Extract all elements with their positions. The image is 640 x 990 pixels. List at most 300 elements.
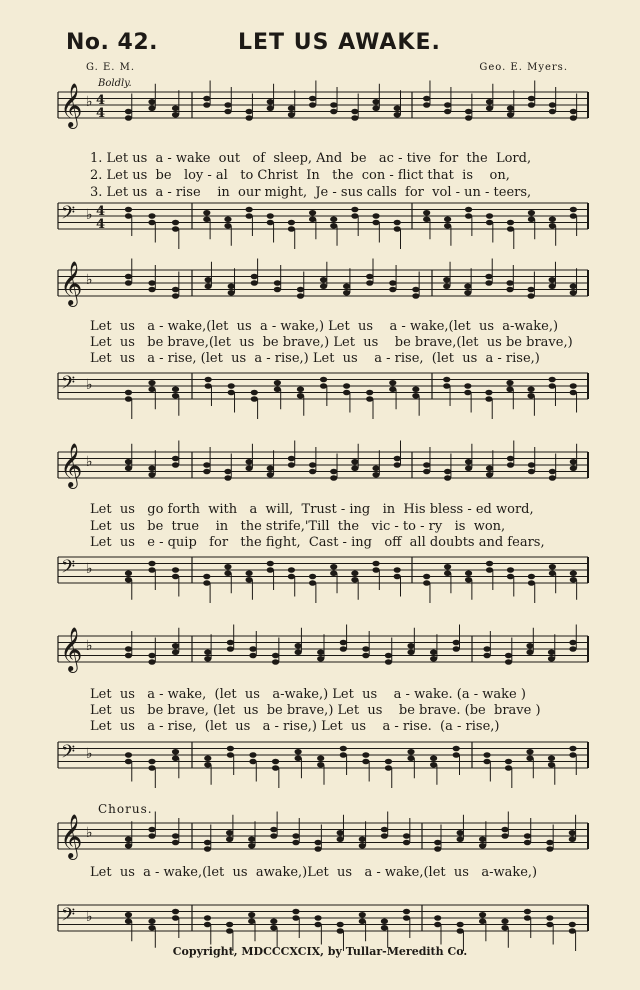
key-flat-icon: ♭ (86, 825, 93, 841)
bass-clef-icon: 𝄢 (61, 905, 76, 930)
note-head (330, 564, 337, 570)
note-head (570, 390, 577, 396)
note-head (246, 109, 253, 115)
note-head (343, 290, 350, 296)
note-head (288, 567, 295, 573)
note-head (292, 840, 299, 846)
note-head (407, 643, 414, 649)
note-head (203, 462, 210, 468)
note-head (249, 646, 256, 652)
note-head (549, 102, 556, 108)
note-head (148, 653, 155, 659)
note-head (506, 386, 513, 392)
note-head (172, 915, 179, 921)
note-head (172, 574, 179, 580)
note-head (549, 283, 556, 289)
note-head (288, 574, 295, 580)
note-head (548, 649, 555, 655)
note-head (548, 755, 555, 761)
note-head (444, 475, 451, 481)
note-head (381, 833, 388, 839)
note-head (248, 836, 255, 842)
note-head (549, 277, 556, 283)
note-head (528, 462, 535, 468)
note-head (505, 765, 512, 771)
note-head (224, 102, 231, 108)
note-head (403, 909, 410, 915)
note-head (205, 377, 212, 383)
note-head (297, 287, 304, 293)
note-head (246, 207, 253, 213)
note-head (483, 646, 490, 652)
note-head (403, 833, 410, 839)
note-head (330, 216, 337, 222)
note-head (385, 765, 392, 771)
note-head (226, 922, 233, 928)
note-head (288, 220, 295, 226)
note-head (507, 574, 514, 580)
note-head (507, 462, 514, 468)
note-head (172, 393, 179, 399)
note-head (340, 752, 347, 758)
note-head (351, 577, 358, 583)
note-head (309, 216, 316, 222)
note-head (288, 112, 295, 118)
note-head (528, 216, 535, 222)
note-head (274, 280, 281, 286)
note-head (125, 843, 132, 849)
hymn-title: LET US AWAKE. (238, 30, 441, 55)
note-head (479, 836, 486, 842)
note-head (570, 207, 577, 213)
note-head (248, 912, 255, 918)
note-head (204, 915, 211, 921)
note-head (546, 922, 553, 928)
note-head (524, 833, 531, 839)
note-head (224, 469, 231, 475)
note-head (330, 102, 337, 108)
note-head (549, 223, 556, 229)
note-head (251, 280, 258, 286)
note-head (569, 922, 576, 928)
note-head (172, 649, 179, 655)
note-head (385, 653, 392, 659)
composer-credit: Geo. E. Myers. (479, 62, 568, 73)
note-head (203, 210, 210, 216)
note-head (292, 909, 299, 915)
note-head (505, 653, 512, 659)
note-head (249, 653, 256, 659)
note-head (251, 274, 258, 280)
note-head (570, 383, 577, 389)
note-head (381, 925, 388, 931)
note-head (464, 383, 471, 389)
note-head (528, 469, 535, 475)
note-head (366, 390, 373, 396)
note-head (309, 96, 316, 102)
note-head (148, 759, 155, 765)
note-head (172, 293, 179, 299)
note-head (505, 759, 512, 765)
note-head (486, 567, 493, 573)
note-head (549, 469, 556, 475)
key-flat-icon: ♭ (86, 909, 93, 925)
note-head (248, 918, 255, 924)
note-head (288, 105, 295, 111)
note-head (569, 752, 576, 758)
note-head (434, 846, 441, 852)
note-head (125, 570, 132, 576)
chorus-lyric-line: Let us a - wake,(let us awake,)Let us a - wake,(let us a-wake,) (90, 865, 538, 880)
note-head (204, 656, 211, 662)
note-head (501, 833, 508, 839)
key-flat-icon: ♭ (86, 746, 93, 762)
hymn-number: No. 42. (66, 30, 159, 55)
note-head (570, 465, 577, 471)
verse-lyric-line-3: Let us a - rise, (let us a - rise,) Let us a - rise, (let us a - rise,) (90, 351, 540, 366)
note-head (464, 283, 471, 289)
note-head (549, 570, 556, 576)
note-head (434, 922, 441, 928)
note-head (125, 207, 132, 213)
note-head (464, 390, 471, 396)
note-head (320, 377, 327, 383)
note-head (485, 396, 492, 402)
note-head (407, 649, 414, 655)
note-head (125, 459, 132, 465)
note-head (224, 223, 231, 229)
note-head (372, 561, 379, 567)
note-head (570, 213, 577, 219)
note-head (227, 640, 234, 646)
note-head (362, 759, 369, 765)
note-head (444, 109, 451, 115)
note-head (125, 759, 132, 765)
note-head (204, 840, 211, 846)
verse-lyric-line-3: Let us a - rise, (let us a - rise,) Let us a - rise. (a - rise,) (90, 719, 500, 734)
tempo-marking: Boldly. (98, 78, 132, 89)
note-head (267, 99, 274, 105)
note-head (148, 465, 155, 471)
note-head (309, 102, 316, 108)
note-head (526, 643, 533, 649)
verse-lyric-line-3: Let us e - quip for the fight, Cast - ing off all doubts and fears, (90, 535, 545, 550)
bass-clef-icon: 𝄢 (61, 742, 76, 767)
note-head (423, 580, 430, 586)
note-head (267, 472, 274, 478)
note-head (295, 649, 302, 655)
note-head (372, 220, 379, 226)
note-head (270, 833, 277, 839)
note-head (527, 287, 534, 293)
note-head (444, 570, 451, 576)
note-head (423, 462, 430, 468)
note-head (351, 213, 358, 219)
note-head (485, 274, 492, 280)
note-head (270, 925, 277, 931)
note-head (506, 380, 513, 386)
note-head (501, 827, 508, 833)
note-head (125, 918, 132, 924)
note-head (330, 109, 337, 115)
note-head (228, 290, 235, 296)
verse-lyric-line-1: Let us go forth with a will, Trust - ing in His bless - ed word, (90, 502, 534, 517)
note-head (148, 99, 155, 105)
note-head (394, 112, 401, 118)
note-head (486, 213, 493, 219)
note-head (203, 469, 210, 475)
note-head (125, 465, 132, 471)
note-head (125, 912, 132, 918)
note-head (309, 462, 316, 468)
note-head (205, 277, 212, 283)
note-head (125, 396, 132, 402)
note-head (205, 383, 212, 389)
note-head (204, 922, 211, 928)
note-head (204, 846, 211, 852)
note-head (148, 659, 155, 665)
note-head (444, 223, 451, 229)
note-head (457, 836, 464, 842)
note-head (314, 840, 321, 846)
note-head (483, 752, 490, 758)
note-head (172, 840, 179, 846)
key-flat-icon: ♭ (86, 272, 93, 288)
note-head (172, 749, 179, 755)
note-head (203, 574, 210, 580)
note-head (359, 836, 366, 842)
note-head (148, 386, 155, 392)
treble-clef-icon: 𝄞 (60, 627, 83, 671)
note-head (453, 640, 460, 646)
note-head (148, 380, 155, 386)
note-head (274, 287, 281, 293)
note-head (443, 283, 450, 289)
note-head (224, 475, 231, 481)
note-head (172, 456, 179, 462)
note-head (486, 472, 493, 478)
note-head (528, 102, 535, 108)
note-head (337, 928, 344, 934)
copyright-notice: Copyright, MDCCCXCIX, by Tullar-Meredith Co. (172, 945, 468, 958)
note-head (203, 96, 210, 102)
note-head (314, 846, 321, 852)
note-head (267, 105, 274, 111)
note-head (464, 290, 471, 296)
note-head (270, 827, 277, 833)
note-head (412, 293, 419, 299)
note-head (274, 380, 281, 386)
note-head (330, 475, 337, 481)
note-head (246, 459, 253, 465)
note-head (457, 928, 464, 934)
note-head (423, 102, 430, 108)
note-head (297, 293, 304, 299)
note-head (570, 109, 577, 115)
note-head (423, 469, 430, 475)
note-head (570, 290, 577, 296)
note-head (309, 469, 316, 475)
note-head (465, 577, 472, 583)
note-head (549, 216, 556, 222)
note-head (224, 570, 231, 576)
note-head (343, 390, 350, 396)
note-head (227, 646, 234, 652)
note-head (569, 640, 576, 646)
note-head (224, 109, 231, 115)
note-head (172, 220, 179, 226)
note-head (226, 830, 233, 836)
note-head (394, 105, 401, 111)
time-signature: 4 (96, 204, 106, 219)
note-head (430, 755, 437, 761)
note-head (465, 207, 472, 213)
note-head (528, 580, 535, 586)
note-head (292, 915, 299, 921)
note-head (524, 909, 531, 915)
verse-lyric-line-3: 3. Let us a - rise in our might, Je - sus calls for vol - un - teers, (90, 185, 532, 200)
note-head (317, 755, 324, 761)
note-head (394, 220, 401, 226)
note-head (362, 752, 369, 758)
note-head (434, 915, 441, 921)
note-head (546, 840, 553, 846)
note-head (412, 287, 419, 293)
note-head (204, 755, 211, 761)
note-head (362, 653, 369, 659)
note-head (549, 109, 556, 115)
note-head (320, 383, 327, 389)
note-head (172, 112, 179, 118)
note-head (453, 752, 460, 758)
note-head (314, 915, 321, 921)
note-head (389, 380, 396, 386)
note-head (434, 840, 441, 846)
note-head (394, 462, 401, 468)
note-head (125, 274, 132, 280)
note-head (337, 922, 344, 928)
note-head (343, 383, 350, 389)
note-head (527, 386, 534, 392)
note-head (267, 567, 274, 573)
note-head (372, 99, 379, 105)
note-head (272, 759, 279, 765)
note-head (465, 459, 472, 465)
verse-lyric-line-1: 1. Let us a - wake out of sleep, And be ac - tive for the Lord, (90, 151, 532, 166)
note-head (267, 220, 274, 226)
note-head (443, 377, 450, 383)
note-head (172, 226, 179, 232)
note-head (228, 283, 235, 289)
note-head (148, 220, 155, 226)
note-head (528, 210, 535, 216)
note-head (320, 277, 327, 283)
note-head (385, 659, 392, 665)
note-head (546, 846, 553, 852)
verse-lyric-line-1: Let us a - wake, (let us a-wake,) Let us a - wake. (a - wake ) (90, 687, 526, 702)
note-head (351, 109, 358, 115)
note-head (295, 755, 302, 761)
note-head (125, 653, 132, 659)
note-head (125, 213, 132, 219)
note-head (483, 653, 490, 659)
note-head (125, 646, 132, 652)
key-flat-icon: ♭ (86, 638, 93, 654)
note-head (423, 574, 430, 580)
note-head (528, 96, 535, 102)
note-head (526, 649, 533, 655)
note-head (394, 567, 401, 573)
note-head (372, 213, 379, 219)
note-head (465, 115, 472, 121)
note-head (359, 918, 366, 924)
note-head (270, 918, 277, 924)
bass-clef-icon: 𝄢 (61, 373, 76, 398)
note-head (227, 752, 234, 758)
note-head (549, 564, 556, 570)
note-head (125, 115, 132, 121)
note-head (569, 746, 576, 752)
note-head (172, 386, 179, 392)
note-head (527, 393, 534, 399)
note-head (570, 577, 577, 583)
note-head (430, 656, 437, 662)
note-head (507, 226, 514, 232)
note-head (272, 659, 279, 665)
note-head (507, 112, 514, 118)
note-head (309, 574, 316, 580)
note-head (423, 216, 430, 222)
note-head (394, 574, 401, 580)
note-head (172, 462, 179, 468)
note-head (486, 99, 493, 105)
key-flat-icon: ♭ (86, 207, 93, 223)
note-head (228, 390, 235, 396)
note-head (501, 918, 508, 924)
note-head (148, 105, 155, 111)
note-head (288, 226, 295, 232)
note-head (292, 833, 299, 839)
note-head (148, 833, 155, 839)
note-head (430, 649, 437, 655)
note-head (148, 213, 155, 219)
note-head (148, 287, 155, 293)
note-head (570, 570, 577, 576)
note-head (407, 755, 414, 761)
note-head (506, 280, 513, 286)
note-head (507, 105, 514, 111)
note-head (288, 456, 295, 462)
note-head (453, 646, 460, 652)
note-head (457, 830, 464, 836)
note-head (389, 287, 396, 293)
note-head (148, 472, 155, 478)
note-head (444, 102, 451, 108)
note-head (457, 922, 464, 928)
note-head (528, 574, 535, 580)
note-head (486, 220, 493, 226)
note-head (267, 561, 274, 567)
note-head (204, 649, 211, 655)
note-head (569, 836, 576, 842)
note-head (172, 105, 179, 111)
note-head (340, 746, 347, 752)
note-head (148, 765, 155, 771)
bass-clef-icon: 𝄢 (61, 203, 76, 228)
note-head (486, 105, 493, 111)
key-flat-icon: ♭ (86, 454, 93, 470)
key-flat-icon: ♭ (86, 561, 93, 577)
